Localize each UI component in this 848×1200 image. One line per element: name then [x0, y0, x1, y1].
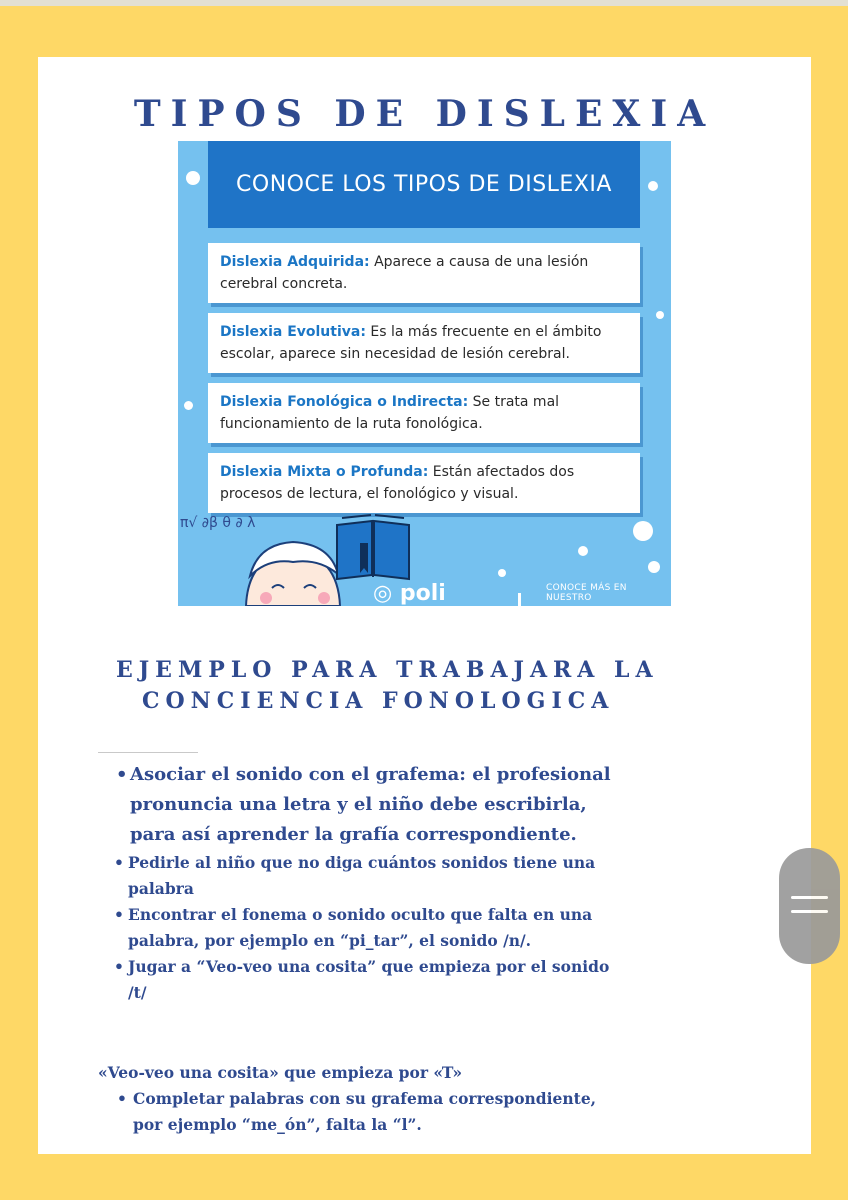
list-item-text: Completar palabras con su grafema correspondiente, por ejemplo “me_ón”, falta la “l”. — [133, 1089, 597, 1134]
item-term: Dislexia Evolutiva: — [220, 324, 366, 340]
list-item — [98, 902, 618, 954]
list-item-text: Jugar a “Veo-veo una cosita” que empieza por el sonido /t/ — [128, 957, 610, 1002]
splash-decoration — [498, 569, 506, 577]
infographic-footer: CONOCE MÁS EN NUESTRO — [546, 583, 627, 603]
dyslexia-type-item — [208, 383, 640, 443]
top-status-strip — [0, 0, 848, 6]
floating-letters: π√ ∂β θ ∂ λ — [180, 515, 256, 531]
dyslexia-type-item — [208, 453, 640, 513]
divider-line — [98, 752, 198, 753]
list-item-text: Encontrar el fonema o sonido oculto que falta en una palabra, por ejemplo en “pi_tar”, el sonido /n/. — [128, 905, 593, 950]
section-heading — [116, 655, 659, 717]
splash-decoration — [578, 546, 588, 556]
list-item — [98, 954, 618, 1006]
splash-decoration — [648, 181, 658, 191]
document-page — [38, 57, 811, 1154]
brand-logo: ◎ poli — [373, 581, 446, 606]
item-text: Se trata mal funcionamiento de la ruta fonológica. — [220, 394, 560, 432]
splash-decoration — [648, 561, 660, 573]
list-item-text: Asociar el sonido con el grafema: el profesional pronuncia una letra y el niño debe escribirla, para así aprender la grafía correspondiente. — [130, 764, 611, 845]
heading-line-2: CONCIENCIA FONOLOGICA — [142, 688, 615, 714]
splash-decoration — [184, 401, 193, 410]
bullet: • — [117, 1089, 127, 1108]
infographic-header: CONOCE LOS TIPOS DE DISLEXIA — [208, 141, 640, 228]
splash-decoration — [633, 521, 653, 541]
dyslexia-type-item — [208, 313, 640, 373]
list-item — [113, 1086, 603, 1138]
scroll-handle-icon[interactable] — [779, 848, 840, 964]
splash-decoration — [186, 171, 200, 185]
child-illustration — [238, 536, 348, 606]
bullet: • — [114, 957, 124, 976]
footer-divider — [518, 593, 521, 606]
item-text: Aparece a causa de una lesión cerebral concreta. — [220, 254, 589, 292]
handle-grip-line — [791, 896, 828, 899]
splash-decoration — [656, 311, 664, 319]
book-icon — [334, 513, 412, 583]
item-text: Están afectados dos procesos de lectura, el fonológico y visual. — [220, 464, 575, 502]
activity-list — [98, 760, 618, 1006]
item-text: Es la más frecuente en el ámbito escolar, aparece sin necesidad de lesión cerebral. — [220, 324, 602, 362]
list-item-text: Pedirle al niño que no diga cuántos sonidos tiene una palabra — [128, 853, 596, 898]
item-term: Dislexia Adquirida: — [220, 254, 370, 270]
item-term: Dislexia Mixta o Profunda: — [220, 464, 429, 480]
handle-grip-line — [791, 910, 828, 913]
item-term: Dislexia Fonológica o Indirecta: — [220, 394, 469, 410]
heading-line-1: EJEMPLO PARA TRABAJARA LA — [116, 657, 659, 683]
list-item-inner — [113, 1086, 603, 1138]
list-item — [98, 760, 618, 850]
page-title: TIPOS DE DISLEXIA — [133, 93, 716, 135]
list-item — [98, 850, 618, 902]
dyslexia-types-infographic — [178, 141, 671, 606]
bullet: • — [114, 905, 124, 924]
bullet: • — [114, 853, 124, 872]
brand-name: poli — [399, 581, 446, 606]
dyslexia-type-item — [208, 243, 640, 303]
example-text: «Veo-veo una cosita» que empieza por «T» — [98, 1063, 463, 1082]
bullet: • — [116, 764, 128, 785]
